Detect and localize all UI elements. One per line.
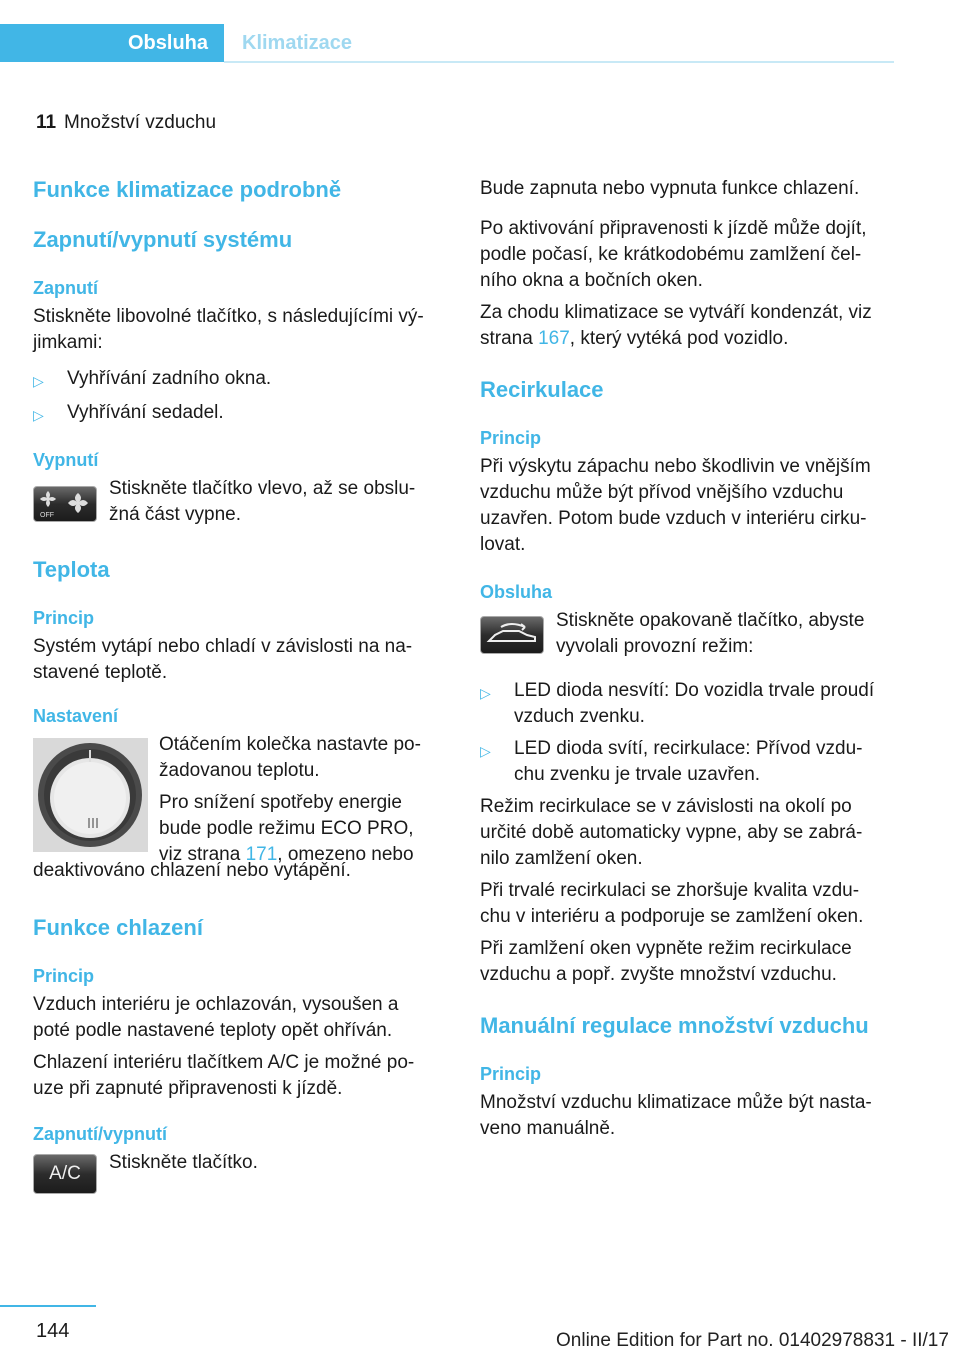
figure-number: 11 (36, 112, 57, 133)
footer-divider (0, 1305, 96, 1307)
manual-text: Množství vzduchu klimatizace může být nasta- veno manuálně. (480, 1092, 872, 1139)
edition-text: Online Edition for Part no. 01402978831 - II/17 (556, 1330, 949, 1351)
page-number: 144 (36, 1320, 70, 1342)
header-tab-klimatizace: Klimatizace (242, 31, 353, 54)
header-tab-obsluha: Obsluha (0, 24, 224, 62)
heading-vypnuti: Vypnutí (33, 450, 99, 470)
chlazeni-status-text: Bude zapnuta nebo vypnuta funkce chlazení. (480, 178, 860, 199)
vypnuti-text: Stiskněte tlačítko vlevo, až se obslu- žná část vypne. (109, 478, 416, 525)
ac-button-image: A/C (33, 1154, 97, 1194)
temperature-knob-image (33, 738, 148, 852)
heading-zapnuti-vypnuti: Zapnutí/vypnutí (33, 1124, 167, 1144)
heading-princip-manual: Princip (480, 1064, 542, 1084)
list-item: ▷ LED dioda svítí, recirkulace: Přívod vzdu- chu zvenku je trvale uzavřen. (480, 736, 900, 788)
heading-zapnuti: Zapnutí (33, 278, 98, 298)
heading-funkce-klimatizace: Funkce klimatizace podrobně (33, 177, 342, 202)
zamlzeni-oken-text: Při zamlžení oken vypněte režim recirkulace vzduchu a popř. zvyšte množství vzduchu. (480, 938, 852, 985)
rezim-text: Režim recirkulace se v závislosti na okolí po určité době automaticky vypne, aby se zabrá- nilo zamlžení oken. (480, 796, 863, 869)
off-button-image (33, 486, 97, 522)
vypnuti-block (33, 476, 443, 528)
heading-teplota: Teplota (33, 557, 110, 582)
chlazeni-text-1: Vzduch interiéru je ochlazován, vysoušen a poté podle nastavené teploty opět ohříván. (33, 994, 399, 1041)
nastaveni-block (33, 732, 443, 882)
heading-manualni-regulace: Manuální regulace množství vzduchu (480, 1013, 869, 1038)
obsluha-block (480, 608, 900, 660)
heading-nastaveni: Nastavení (33, 706, 119, 726)
heading-princip-chlazeni: Princip (33, 966, 95, 986)
fan-off-icon (34, 487, 96, 521)
page-link-171[interactable]: 171 (245, 844, 278, 865)
heading-obsluha: Obsluha (480, 582, 553, 602)
obsluha-text: Stiskněte opakovaně tlačítko, abyste vyvolali provozní režim: (556, 610, 865, 657)
heading-zapnuti-vypnuti-systemu: Zapnutí/vypnutí systému (33, 227, 293, 252)
ac-text: Stiskněte tlačítko. (109, 1152, 258, 1173)
teplota-text: Systém vytápí nebo chladí v závislosti na na- stavené teplotě. (33, 636, 413, 683)
recirculation-car-icon (481, 617, 543, 653)
page-link-167[interactable]: 167 (538, 328, 570, 349)
left-column (33, 176, 443, 1194)
list-item: ▷ Vyhřívání sedadel. (33, 400, 443, 428)
ac-block (33, 1150, 443, 1194)
heading-recirkulace: Recirkulace (480, 377, 604, 402)
recirkulace-princip-text: Při výskytu zápachu nebo škodlivin ve vnějším vzduchu může být přívod vnějšího vzduchu uzavřen. Potom bude vzduch v interiéru cirku- lovat. (480, 456, 871, 555)
header-divider (224, 61, 894, 63)
recirculation-button-image (480, 616, 544, 654)
chlazeni-text-2: Chlazení interiéru tlačítkem A/C je možné po- uze při zapnuté připravenosti k jízdě. (33, 1052, 415, 1099)
nastaveni-text-3: deaktivováno chlazení nebo vytápění. (33, 860, 351, 881)
nastaveni-text-2: Pro snížení spotřeby energie bude podle režimu ECO PRO, viz strana 171, omezeno nebo (159, 792, 414, 865)
svg-text:OFF: OFF (40, 512, 54, 519)
triangle-bullet-icon: ▷ (33, 407, 44, 423)
temperature-knob-icon (33, 738, 148, 852)
zapnuti-text: Stiskněte libovolné tlačítko, s následujícími vý- jimkami: (33, 306, 424, 353)
heading-princip: Princip (33, 608, 95, 628)
triangle-bullet-icon: ▷ (480, 685, 491, 701)
list-item: ▷ Vyhřívání zadního okna. (33, 366, 443, 394)
trvala-recirkulace-text: Při trvalé recirkulaci se zhoršuje kvalita vzdu- chu v interiéru a podporuje se zamlžení oken. (480, 880, 864, 927)
nastaveni-text-1: Otáčením kolečka nastavte po- žadovanou teplotu. (159, 734, 421, 781)
figure-caption: Množství vzduchu (64, 112, 217, 133)
heading-funkce-chlazeni: Funkce chlazení (33, 915, 203, 940)
triangle-bullet-icon: ▷ (480, 743, 491, 759)
right-column (480, 176, 900, 1142)
heading-princip-recirkulace: Princip (480, 428, 542, 448)
zamlzeni-text: Po aktivování připravenosti k jízdě může dojít, podle počasí, ke krátkodobému zamlžení čel- ního okna a bočních oken. (480, 218, 867, 291)
kondenzat-text: Za chodu klimatizace se vytváří kondenzát, viz strana 167, který vytéká pod vozidlo. (480, 302, 872, 349)
triangle-bullet-icon: ▷ (33, 373, 44, 389)
list-item: ▷ LED dioda nesvítí: Do vozidla trvale proudí vzduch zvenku. (480, 678, 900, 730)
